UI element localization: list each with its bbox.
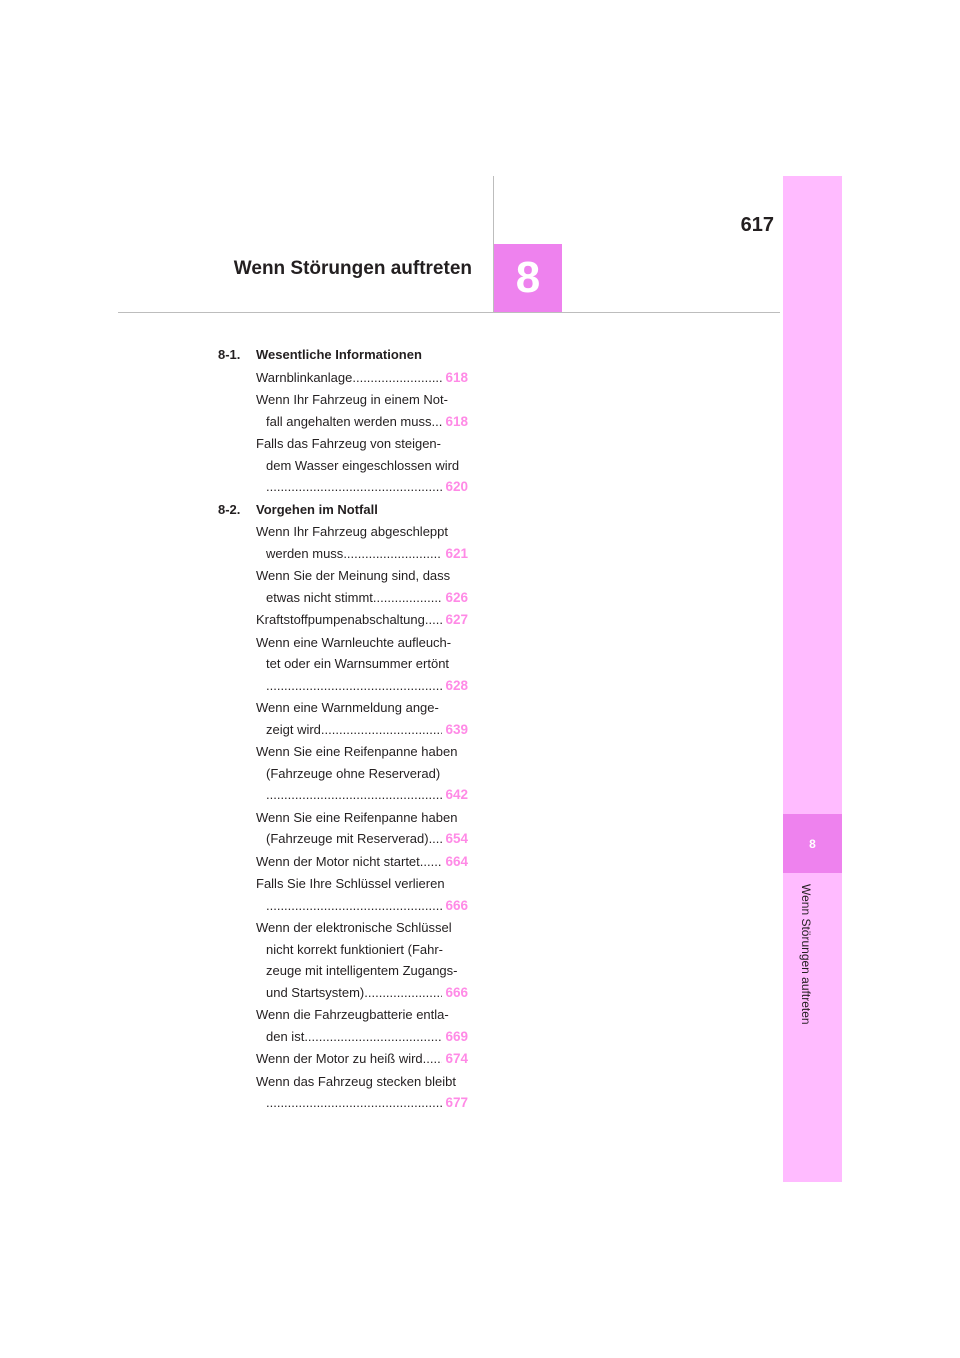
toc-entry-line: tet oder ein Warnsummer ertönt bbox=[266, 656, 450, 671]
toc-entry-line: Wenn eine Warnleuchte aufleuch- bbox=[256, 634, 452, 650]
toc-entry-page-row bbox=[256, 1026, 468, 1048]
toc-page-link[interactable]: 626 bbox=[445, 589, 468, 605]
toc-entry[interactable] bbox=[256, 851, 468, 873]
toc-entry-line: Wenn das Fahrzeug stecken bleibt bbox=[256, 1073, 456, 1089]
toc-leader-dots bbox=[304, 1026, 442, 1048]
toc-entry-page-row bbox=[256, 609, 468, 631]
toc-page-link[interactable]: 627 bbox=[445, 612, 468, 627]
toc-page-link[interactable]: 674 bbox=[445, 1051, 468, 1066]
toc-entry-text: Wenn der Motor zu heiß wird bbox=[256, 1051, 423, 1066]
toc-entry-line: Wenn Ihr Fahrzeug abgeschleppt bbox=[256, 524, 448, 539]
toc-entry[interactable] bbox=[256, 1071, 468, 1114]
toc-entry[interactable] bbox=[256, 741, 468, 806]
toc-entry-line: Wenn Sie eine Reifenpanne haben bbox=[256, 809, 458, 825]
toc-entry-text: den ist bbox=[266, 1028, 305, 1044]
toc-page-link[interactable]: 669 bbox=[445, 1028, 468, 1044]
toc-entry-text: zeigt wird bbox=[266, 721, 321, 737]
toc-entry-text: Kraftstoffpumpenabschaltung bbox=[256, 612, 425, 627]
toc-entry-line: Falls Sie Ihre Schlüssel verlieren bbox=[256, 876, 445, 891]
toc-section-heading bbox=[218, 344, 468, 366]
toc-entry-text: Warnblinkanlage bbox=[256, 369, 353, 385]
toc-page-link[interactable]: 666 bbox=[445, 897, 468, 913]
toc-entry-page-row bbox=[256, 1048, 468, 1070]
toc-entry-line: Wenn der elektronische Schlüssel bbox=[256, 920, 452, 935]
chapter-number-box: 8 bbox=[494, 244, 562, 312]
toc-entry-line: Wenn eine Warnmeldung ange- bbox=[256, 700, 439, 715]
toc-page-link[interactable]: 664 bbox=[445, 853, 468, 869]
toc-entry[interactable] bbox=[256, 917, 468, 1003]
toc-leader-dots bbox=[266, 675, 442, 697]
toc-entry[interactable] bbox=[256, 609, 468, 631]
toc-leader-dots bbox=[321, 719, 443, 741]
toc-entry[interactable] bbox=[256, 389, 468, 432]
toc-entry[interactable] bbox=[256, 1004, 468, 1047]
toc-entry-page-row bbox=[256, 587, 468, 609]
side-chapter-label: Wenn Störungen auftreten bbox=[799, 884, 813, 1025]
toc-leader-dots bbox=[266, 784, 442, 806]
toc-entry-line: Wenn Sie eine Reifenpanne haben bbox=[256, 744, 458, 759]
table-of-contents bbox=[218, 344, 468, 1115]
toc-section-number: 8-1. bbox=[218, 347, 241, 362]
toc-entry-line: (Fahrzeuge ohne Reserverad) bbox=[266, 765, 441, 781]
toc-page-link[interactable]: 621 bbox=[445, 545, 468, 561]
toc-page-link[interactable]: 642 bbox=[445, 787, 468, 802]
toc-entry-line: Falls das Fahrzeug von steigen- bbox=[256, 436, 441, 451]
toc-section-heading bbox=[218, 499, 468, 521]
side-chapter-tab[interactable]: 8 bbox=[783, 814, 842, 873]
toc-entry-page-row bbox=[256, 982, 468, 1004]
toc-entry-page-row bbox=[256, 719, 468, 741]
toc-entry-page-row bbox=[256, 784, 468, 806]
toc-entry[interactable] bbox=[256, 873, 468, 916]
toc-leader-dots bbox=[364, 982, 442, 1004]
toc-entry-text: werden muss bbox=[266, 545, 344, 561]
toc-entry-page-row bbox=[256, 367, 468, 389]
toc-leader-dots bbox=[432, 411, 443, 433]
toc-entry-text: etwas nicht stimmt bbox=[266, 589, 373, 605]
toc-entry[interactable] bbox=[256, 565, 468, 608]
toc-entry[interactable] bbox=[256, 433, 468, 498]
toc-entry-page-row bbox=[256, 828, 468, 850]
toc-entry-line: Wenn die Fahrzeugbatterie entla- bbox=[256, 1007, 449, 1022]
toc-entry-text: und Startsystem) bbox=[266, 984, 365, 1000]
page-number: 617 bbox=[740, 214, 774, 236]
toc-entry[interactable] bbox=[256, 521, 468, 564]
toc-leader-dots bbox=[266, 476, 442, 498]
toc-entry-text: (Fahrzeuge mit Reserverad) bbox=[266, 831, 429, 846]
toc-leader-dots bbox=[343, 543, 442, 565]
toc-page-link[interactable]: 666 bbox=[445, 984, 468, 1000]
toc-page-link[interactable]: 618 bbox=[445, 413, 468, 429]
toc-entry[interactable] bbox=[256, 632, 468, 697]
toc-entry-line: dem Wasser eingeschlossen wird bbox=[266, 457, 460, 473]
toc-section-title: Wesentliche Informationen bbox=[256, 347, 422, 362]
toc-entry-page-row bbox=[256, 675, 468, 697]
toc-section-title: Vorgehen im Notfall bbox=[256, 501, 378, 517]
toc-leader-dots bbox=[373, 587, 443, 609]
toc-section-number: 8-2. bbox=[218, 501, 241, 517]
toc-leader-dots bbox=[266, 1092, 442, 1114]
toc-leader-dots bbox=[266, 895, 442, 917]
toc-entry-text: Wenn der Motor nicht startet bbox=[256, 853, 420, 869]
toc-entry[interactable] bbox=[256, 697, 468, 740]
toc-leader-dots bbox=[425, 609, 443, 631]
toc-entry-page-row bbox=[256, 851, 468, 873]
chapter-title: Wenn Störungen auftreten bbox=[233, 258, 472, 279]
toc-page-link[interactable]: 620 bbox=[445, 479, 468, 494]
header-horizontal-rule bbox=[118, 312, 780, 313]
toc-entry-line: zeuge mit intelligentem Zugangs- bbox=[266, 963, 458, 978]
toc-entry-page-row bbox=[256, 411, 468, 433]
toc-page-link[interactable]: 654 bbox=[445, 831, 468, 846]
toc-page-link[interactable]: 677 bbox=[445, 1095, 468, 1110]
toc-leader-dots bbox=[423, 1048, 443, 1070]
toc-entry-text: fall angehalten werden muss bbox=[266, 413, 432, 429]
toc-entry-page-row bbox=[256, 476, 468, 498]
toc-entry-line: Wenn Sie der Meinung sind, dass bbox=[256, 568, 451, 583]
toc-leader-dots bbox=[429, 828, 443, 850]
toc-entry-page-row bbox=[256, 895, 468, 917]
toc-entry-page-row bbox=[256, 543, 468, 565]
toc-entry-page-row bbox=[256, 1092, 468, 1114]
toc-page-link[interactable]: 628 bbox=[445, 677, 468, 693]
toc-entry[interactable] bbox=[256, 367, 468, 389]
toc-entry[interactable] bbox=[256, 1048, 468, 1070]
toc-leader-dots bbox=[352, 367, 442, 389]
toc-entry-line: Wenn Ihr Fahrzeug in einem Not- bbox=[256, 392, 448, 407]
toc-entry-line: nicht korrekt funktioniert (Fahr- bbox=[266, 941, 444, 957]
toc-leader-dots bbox=[420, 851, 443, 873]
toc-page-link[interactable]: 618 bbox=[445, 369, 468, 385]
toc-page-link[interactable]: 639 bbox=[445, 721, 468, 737]
toc-entry[interactable] bbox=[256, 807, 468, 850]
